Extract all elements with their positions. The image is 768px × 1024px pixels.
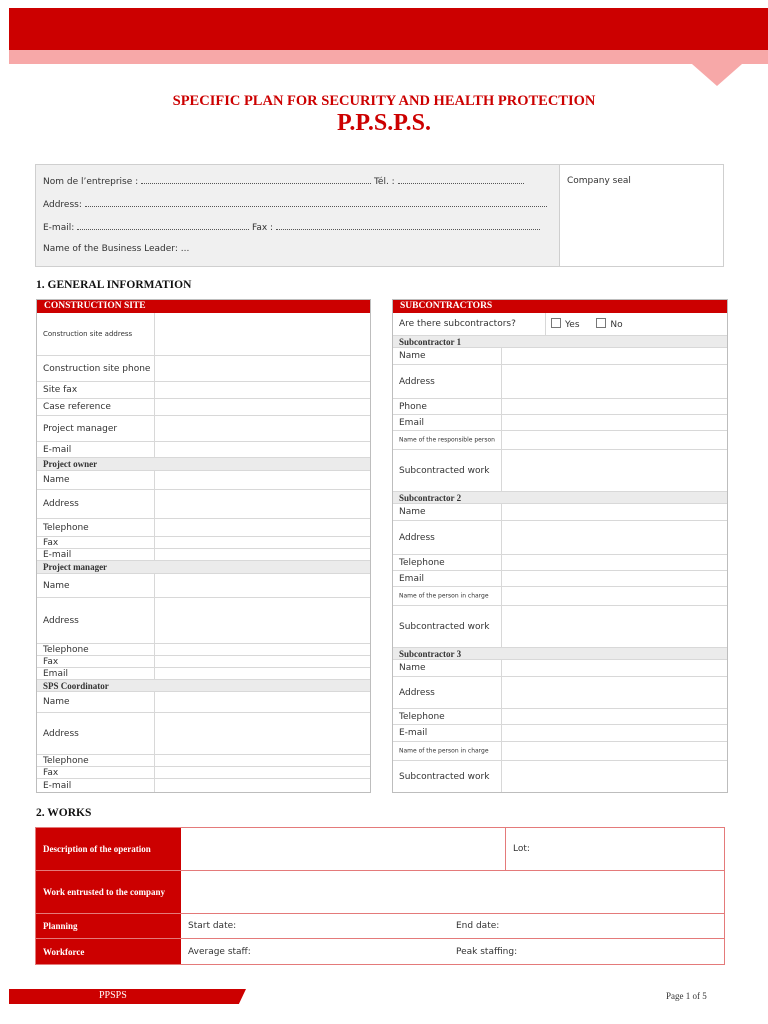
company-name-field[interactable] [141, 176, 371, 184]
company-name-line[interactable] [43, 176, 524, 187]
owner-address-row[interactable] [37, 490, 370, 519]
yes-label: Yes [565, 320, 580, 330]
document-title: SPECIFIC PLAN FOR SECURITY AND HEALTH PROTECTION [172, 93, 596, 109]
sub3-address-label: Address [399, 687, 435, 698]
works-average-label: Average staff: [188, 946, 251, 957]
works-description-row[interactable] [36, 828, 724, 871]
subcontractors-panel [392, 299, 728, 793]
sps-telephone-row[interactable] [37, 755, 370, 767]
works-description-label: Description of the operation [36, 828, 181, 870]
works-start-label: Start date: [188, 921, 237, 931]
no-checkbox[interactable] [596, 318, 606, 328]
sub2-email-label: Email [399, 573, 424, 584]
works-lot-label: Lot: [513, 844, 530, 854]
manager-telephone-label: Telephone [43, 644, 89, 655]
subcontractors-question-row [393, 313, 727, 336]
sub2-responsible-label: Name of the person in charge [399, 592, 489, 600]
construction-site-header: CONSTRUCTION SITE [37, 300, 370, 313]
company-email-field[interactable] [77, 222, 249, 230]
sub3-phone-label: Telephone [399, 711, 445, 722]
project-owner-header: Project owner [37, 458, 370, 471]
sub1-responsible-row[interactable] [393, 431, 727, 450]
project-manager-header: Project manager [37, 561, 370, 574]
manager-fax-row[interactable] [37, 656, 370, 668]
works-workforce-label: Workforce [36, 939, 181, 964]
sub1-address-row[interactable] [393, 365, 727, 399]
company-details [36, 165, 560, 266]
company-address-line[interactable] [43, 199, 547, 210]
case-reference-row[interactable] [37, 399, 370, 416]
footer-band [9, 989, 246, 1004]
subcontractors-header: SUBCONTRACTORS [393, 300, 727, 313]
sub1-name-row[interactable] [393, 348, 727, 365]
footer-label: PPSPS [99, 990, 127, 1001]
manager-address-row[interactable] [37, 598, 370, 644]
sub2-address-row[interactable] [393, 521, 727, 555]
manager-name-row[interactable] [37, 574, 370, 598]
sps-name-row[interactable] [37, 692, 370, 713]
manager-telephone-row[interactable] [37, 644, 370, 656]
sub2-name-row[interactable] [393, 504, 727, 521]
works-entrusted-label: Work entrusted to the company [36, 871, 181, 913]
company-seal-label: Company seal [567, 176, 631, 186]
site-fax-label: Site fax [43, 385, 78, 395]
sps-coordinator-header: SPS Coordinator [37, 680, 370, 692]
subcontractors-question-label: Are there subcontractors? [399, 319, 516, 329]
page-number: Page 1 of 5 [666, 991, 707, 1001]
site-fax-row[interactable] [37, 382, 370, 399]
manager-name-label: Name [43, 580, 70, 591]
sub3-email-row[interactable] [393, 725, 727, 742]
site-email-row[interactable] [37, 442, 370, 458]
sub2-work-row[interactable] [393, 606, 727, 648]
works-end-label: End date: [456, 921, 500, 931]
section-works-title: 2. WORKS [36, 807, 92, 819]
site-phone-row[interactable] [37, 356, 370, 382]
company-tel-field[interactable] [398, 176, 524, 184]
site-email-label: E-mail [43, 444, 72, 455]
sps-address-label: Address [43, 728, 79, 739]
sub2-phone-row[interactable] [393, 555, 727, 571]
company-leader-line[interactable] [43, 244, 189, 254]
site-address-label: Construction site address [43, 330, 133, 338]
sub1-responsible-label: Name of the responsible person [399, 436, 495, 444]
sps-email-label: E-mail [43, 780, 72, 791]
works-entrusted-row[interactable] [36, 871, 724, 914]
sub2-phone-label: Telephone [399, 557, 445, 568]
company-email-label: E-mail: [43, 223, 75, 233]
sub3-address-row[interactable] [393, 677, 727, 709]
header-triangle [692, 64, 742, 86]
sub1-work-label: Subcontracted work [399, 465, 490, 476]
manager-address-label: Address [43, 615, 79, 626]
sub2-address-label: Address [399, 532, 435, 543]
company-info-box [35, 164, 724, 267]
header-pink-band [9, 50, 768, 64]
company-email-line[interactable] [43, 222, 540, 233]
sub3-email-label: E-mail [399, 728, 428, 738]
company-fax-label: Fax : [252, 223, 274, 233]
owner-telephone-label: Telephone [43, 522, 89, 533]
manager-fax-label: Fax [43, 656, 59, 667]
company-address-label: Address: [43, 200, 82, 210]
site-project-manager-label: Project manager [43, 423, 118, 434]
owner-name-label: Name [43, 475, 70, 485]
sub2-email-row[interactable] [393, 571, 727, 587]
sps-name-label: Name [43, 697, 70, 707]
case-reference-label: Case reference [43, 402, 111, 412]
company-address-field[interactable] [85, 199, 547, 207]
owner-fax-row[interactable] [37, 537, 370, 549]
works-table [35, 827, 725, 965]
sub1-work-row[interactable] [393, 450, 727, 492]
owner-telephone-row[interactable] [37, 519, 370, 537]
sub1-email-label: Email [399, 417, 424, 428]
sub2-work-label: Subcontracted work [399, 621, 490, 632]
subcontractor-1-header: Subcontractor 1 [393, 336, 727, 348]
company-leader-label: Name of the Business Leader: ... [43, 244, 190, 254]
sps-telephone-label: Telephone [43, 755, 89, 766]
works-planning-row[interactable] [36, 914, 724, 939]
works-peak-label: Peak staffing: [456, 946, 518, 957]
company-tel-label: Tél. : [373, 177, 395, 187]
company-fax-field[interactable] [276, 222, 540, 230]
sub1-email-row[interactable] [393, 415, 727, 431]
manager-email-label: Email [43, 668, 68, 679]
sub3-responsible-label: Name of the person in charge [399, 747, 489, 755]
sub3-name-row[interactable] [393, 660, 727, 677]
site-project-manager-row[interactable] [37, 416, 370, 442]
site-address-row[interactable] [37, 313, 370, 356]
no-label: No [610, 320, 623, 330]
sub1-name-label: Name [399, 351, 426, 361]
construction-site-panel [36, 299, 371, 793]
company-name-label: Nom de l’entreprise : [43, 177, 139, 187]
section-general-title: 1. GENERAL INFORMATION [36, 279, 192, 291]
sub1-phone-row[interactable] [393, 399, 727, 415]
sub1-address-label: Address [399, 376, 435, 387]
owner-address-label: Address [43, 499, 79, 509]
sub3-name-label: Name [399, 663, 426, 673]
header-red-band [9, 8, 768, 50]
works-planning-label: Planning [36, 914, 181, 938]
sps-email-row[interactable] [37, 779, 370, 792]
sub2-responsible-row[interactable] [393, 587, 727, 606]
owner-name-row[interactable] [37, 471, 370, 490]
subcontractor-3-header: Subcontractor 3 [393, 648, 727, 660]
subcontractor-2-header: Subcontractor 2 [393, 492, 727, 504]
sub3-phone-row[interactable] [393, 709, 727, 725]
sps-fax-row[interactable] [37, 767, 370, 779]
sub3-responsible-row[interactable] [393, 742, 727, 761]
works-workforce-row[interactable] [36, 939, 724, 964]
owner-email-row[interactable] [37, 549, 370, 561]
sps-fax-label: Fax [43, 767, 59, 778]
manager-email-row[interactable] [37, 668, 370, 680]
site-phone-label: Construction site phone [43, 363, 151, 374]
sub3-work-label: Subcontracted work [399, 771, 490, 782]
owner-email-label: E-mail [43, 549, 72, 560]
owner-fax-label: Fax [43, 537, 59, 548]
yes-checkbox[interactable] [551, 318, 561, 328]
sub1-phone-label: Phone [399, 401, 427, 412]
sub3-work-row[interactable] [393, 761, 727, 792]
document-subtitle: P.P.S.P.S. [336, 110, 432, 136]
sub2-name-label: Name [399, 507, 426, 517]
sps-address-row[interactable] [37, 713, 370, 755]
